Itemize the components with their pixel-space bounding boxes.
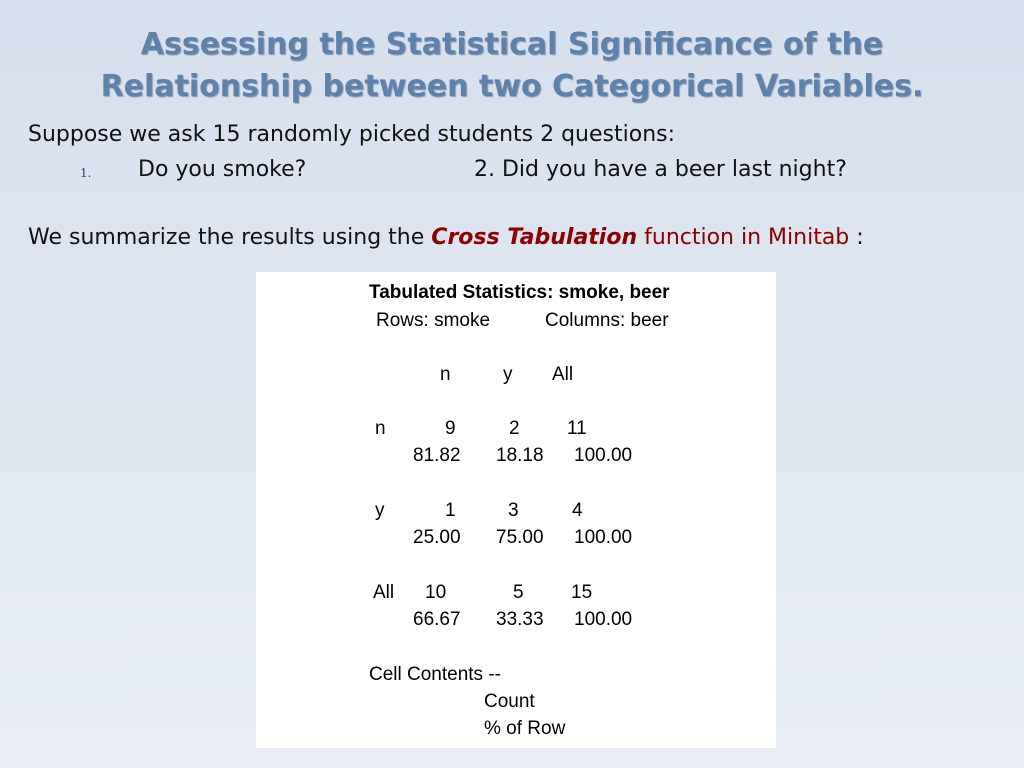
row-label-n: n <box>375 418 386 439</box>
slide-title-line-1: Assessing the Statistical Significance of the <box>140 27 884 62</box>
minitab-output-panel <box>256 272 776 748</box>
slide-title <box>0 24 1024 108</box>
question-2: 2. Did you have a beer last night? <box>474 157 847 182</box>
summary-colon: : <box>849 225 864 250</box>
output-columns-label: Columns: beer <box>545 310 669 331</box>
row-label-y: y <box>375 500 385 521</box>
col-header-all: All <box>552 364 574 385</box>
cell-percent: 100.00 <box>574 527 633 548</box>
summary-suffix: function in Minitab <box>637 225 850 250</box>
cell-count: 11 <box>567 418 587 439</box>
question-1-number: 1. <box>80 166 92 180</box>
cell-count: 5 <box>513 582 524 603</box>
question-1: Do you smoke? <box>138 157 307 182</box>
cell-percent: 33.33 <box>496 609 544 630</box>
cell-percent: 25.00 <box>413 527 461 548</box>
cell-contents-label: Cell Contents -- <box>369 664 501 685</box>
summary-text <box>28 225 864 250</box>
cell-contents-count: Count <box>484 691 535 712</box>
col-header-y: y <box>503 364 513 385</box>
intro-text: Suppose we ask 15 randomly picked students 2 questions: <box>28 122 676 147</box>
row-label-all: All <box>373 582 395 603</box>
cell-count: 15 <box>571 582 593 603</box>
summary-highlight: Cross Tabulation <box>431 225 638 250</box>
cell-percent: 100.00 <box>574 445 633 466</box>
cell-contents-percent: % of Row <box>484 718 566 739</box>
cell-count: 1 <box>445 500 456 521</box>
cell-percent: 75.00 <box>496 527 544 548</box>
cell-count: 4 <box>572 500 583 521</box>
cell-percent: 100.00 <box>574 609 633 630</box>
output-rows-label: Rows: smoke <box>376 310 491 331</box>
cell-count: 2 <box>509 418 520 439</box>
output-heading: Tabulated Statistics: smoke, beer <box>369 282 670 303</box>
col-header-n: n <box>440 364 451 385</box>
slide-title-line-2: Relationship between two Categorical Variables. <box>100 69 924 104</box>
cell-percent: 81.82 <box>413 445 461 466</box>
cell-percent: 18.18 <box>496 445 544 466</box>
cell-count: 10 <box>425 582 447 603</box>
summary-prefix: We summarize the results using the <box>28 225 432 250</box>
cell-count: 9 <box>445 418 456 439</box>
cell-count: 3 <box>508 500 519 521</box>
cell-percent: 66.67 <box>413 609 461 630</box>
